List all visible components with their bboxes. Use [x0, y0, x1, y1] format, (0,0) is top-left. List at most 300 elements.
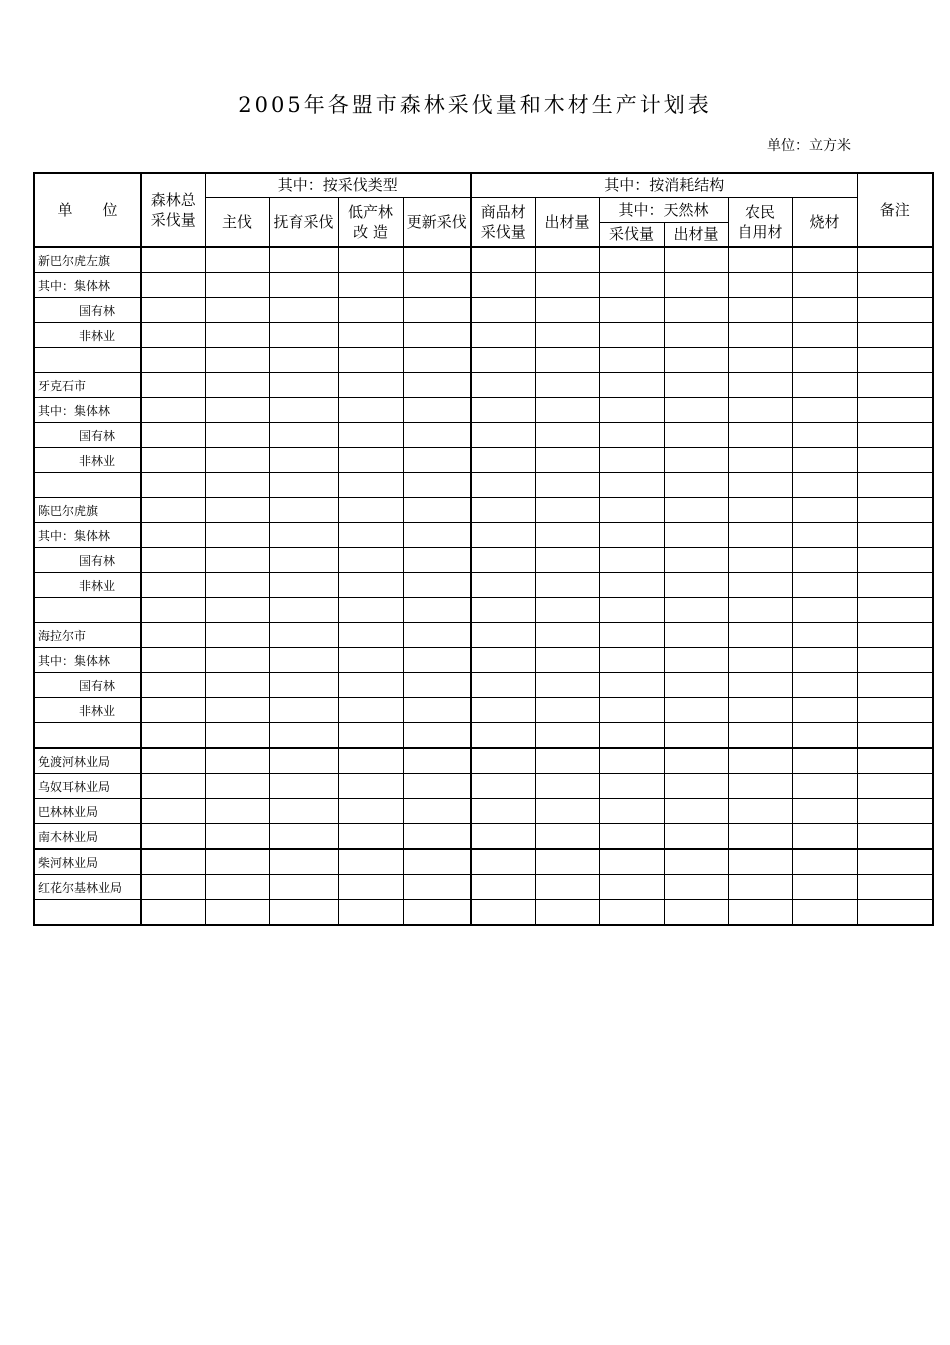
data-cell[interactable]: [664, 623, 728, 648]
data-cell[interactable]: [728, 799, 792, 824]
data-cell[interactable]: [535, 423, 599, 448]
data-cell[interactable]: [792, 723, 857, 749]
data-cell[interactable]: [141, 648, 205, 673]
data-cell[interactable]: [599, 473, 664, 498]
data-cell[interactable]: [535, 273, 599, 298]
data-cell[interactable]: [728, 648, 792, 673]
data-cell[interactable]: [857, 473, 933, 498]
data-cell[interactable]: [664, 849, 728, 875]
data-cell[interactable]: [471, 900, 535, 926]
data-cell[interactable]: [664, 423, 728, 448]
data-cell[interactable]: [664, 598, 728, 623]
data-cell[interactable]: [471, 673, 535, 698]
data-cell[interactable]: [792, 348, 857, 373]
data-cell[interactable]: [141, 398, 205, 423]
data-cell[interactable]: [535, 448, 599, 473]
data-cell[interactable]: [141, 323, 205, 348]
data-cell[interactable]: [338, 748, 403, 774]
data-cell[interactable]: [792, 673, 857, 698]
data-cell[interactable]: [535, 875, 599, 900]
data-cell[interactable]: [599, 523, 664, 548]
data-cell[interactable]: [792, 774, 857, 799]
data-cell[interactable]: [205, 573, 269, 598]
data-cell[interactable]: [664, 799, 728, 824]
data-cell[interactable]: [535, 598, 599, 623]
data-cell[interactable]: [471, 623, 535, 648]
data-cell[interactable]: [792, 849, 857, 875]
data-cell[interactable]: [403, 573, 471, 598]
data-cell[interactable]: [471, 774, 535, 799]
data-cell[interactable]: [471, 799, 535, 824]
data-cell[interactable]: [664, 748, 728, 774]
data-cell[interactable]: [664, 323, 728, 348]
data-cell[interactable]: [599, 573, 664, 598]
data-cell[interactable]: [664, 373, 728, 398]
data-cell[interactable]: [471, 824, 535, 850]
data-cell[interactable]: [728, 498, 792, 523]
data-cell[interactable]: [403, 498, 471, 523]
data-cell[interactable]: [857, 523, 933, 548]
data-cell[interactable]: [338, 900, 403, 926]
data-cell[interactable]: [599, 623, 664, 648]
data-cell[interactable]: [728, 323, 792, 348]
data-cell[interactable]: [728, 824, 792, 850]
data-cell[interactable]: [338, 398, 403, 423]
data-cell[interactable]: [403, 548, 471, 573]
data-cell[interactable]: [664, 673, 728, 698]
data-cell[interactable]: [857, 323, 933, 348]
data-cell[interactable]: [471, 598, 535, 623]
data-cell[interactable]: [728, 273, 792, 298]
data-cell[interactable]: [728, 548, 792, 573]
data-cell[interactable]: [471, 748, 535, 774]
data-cell[interactable]: [535, 673, 599, 698]
data-cell[interactable]: [269, 849, 338, 875]
data-cell[interactable]: [471, 849, 535, 875]
data-cell[interactable]: [269, 723, 338, 749]
data-cell[interactable]: [269, 448, 338, 473]
data-cell[interactable]: [269, 473, 338, 498]
data-cell[interactable]: [403, 473, 471, 498]
data-cell[interactable]: [728, 673, 792, 698]
data-cell[interactable]: [205, 398, 269, 423]
data-cell[interactable]: [857, 900, 933, 926]
data-cell[interactable]: [471, 723, 535, 749]
data-cell[interactable]: [728, 247, 792, 273]
data-cell[interactable]: [403, 373, 471, 398]
data-cell[interactable]: [141, 523, 205, 548]
data-cell[interactable]: [792, 373, 857, 398]
data-cell[interactable]: [141, 673, 205, 698]
data-cell[interactable]: [857, 648, 933, 673]
data-cell[interactable]: [664, 348, 728, 373]
data-cell[interactable]: [599, 548, 664, 573]
data-cell[interactable]: [728, 348, 792, 373]
data-cell[interactable]: [338, 648, 403, 673]
data-cell[interactable]: [664, 900, 728, 926]
data-cell[interactable]: [728, 723, 792, 749]
data-cell[interactable]: [535, 548, 599, 573]
data-cell[interactable]: [792, 448, 857, 473]
data-cell[interactable]: [857, 247, 933, 273]
data-cell[interactable]: [269, 875, 338, 900]
data-cell[interactable]: [535, 523, 599, 548]
data-cell[interactable]: [728, 598, 792, 623]
data-cell[interactable]: [403, 448, 471, 473]
data-cell[interactable]: [728, 875, 792, 900]
data-cell[interactable]: [857, 748, 933, 774]
data-cell[interactable]: [664, 273, 728, 298]
data-cell[interactable]: [269, 273, 338, 298]
data-cell[interactable]: [857, 723, 933, 749]
data-cell[interactable]: [141, 448, 205, 473]
data-cell[interactable]: [728, 900, 792, 926]
data-cell[interactable]: [535, 498, 599, 523]
data-cell[interactable]: [338, 423, 403, 448]
data-cell[interactable]: [792, 623, 857, 648]
data-cell[interactable]: [205, 247, 269, 273]
data-cell[interactable]: [471, 473, 535, 498]
data-cell[interactable]: [338, 473, 403, 498]
data-cell[interactable]: [599, 323, 664, 348]
data-cell[interactable]: [141, 824, 205, 850]
data-cell[interactable]: [141, 748, 205, 774]
data-cell[interactable]: [599, 247, 664, 273]
data-cell[interactable]: [205, 698, 269, 723]
data-cell[interactable]: [403, 423, 471, 448]
data-cell[interactable]: [205, 498, 269, 523]
data-cell[interactable]: [664, 548, 728, 573]
data-cell[interactable]: [599, 448, 664, 473]
data-cell[interactable]: [141, 573, 205, 598]
data-cell[interactable]: [664, 648, 728, 673]
data-cell[interactable]: [599, 398, 664, 423]
data-cell[interactable]: [599, 298, 664, 323]
data-cell[interactable]: [599, 774, 664, 799]
data-cell[interactable]: [471, 875, 535, 900]
data-cell[interactable]: [141, 799, 205, 824]
data-cell[interactable]: [599, 698, 664, 723]
data-cell[interactable]: [792, 548, 857, 573]
data-cell[interactable]: [269, 824, 338, 850]
data-cell[interactable]: [141, 900, 205, 926]
data-cell[interactable]: [338, 849, 403, 875]
data-cell[interactable]: [403, 648, 471, 673]
data-cell[interactable]: [857, 298, 933, 323]
data-cell[interactable]: [269, 548, 338, 573]
data-cell[interactable]: [141, 623, 205, 648]
data-cell[interactable]: [471, 648, 535, 673]
data-cell[interactable]: [599, 373, 664, 398]
data-cell[interactable]: [403, 247, 471, 273]
data-cell[interactable]: [205, 548, 269, 573]
data-cell[interactable]: [269, 348, 338, 373]
data-cell[interactable]: [338, 723, 403, 749]
data-cell[interactable]: [403, 875, 471, 900]
data-cell[interactable]: [205, 774, 269, 799]
data-cell[interactable]: [471, 373, 535, 398]
data-cell[interactable]: [338, 774, 403, 799]
data-cell[interactable]: [857, 423, 933, 448]
data-cell[interactable]: [599, 673, 664, 698]
data-cell[interactable]: [338, 698, 403, 723]
data-cell[interactable]: [728, 774, 792, 799]
data-cell[interactable]: [664, 398, 728, 423]
data-cell[interactable]: [338, 523, 403, 548]
data-cell[interactable]: [599, 273, 664, 298]
data-cell[interactable]: [471, 573, 535, 598]
data-cell[interactable]: [338, 824, 403, 850]
data-cell[interactable]: [664, 824, 728, 850]
data-cell[interactable]: [664, 774, 728, 799]
data-cell[interactable]: [269, 298, 338, 323]
data-cell[interactable]: [269, 698, 338, 723]
data-cell[interactable]: [141, 498, 205, 523]
data-cell[interactable]: [403, 774, 471, 799]
data-cell[interactable]: [535, 373, 599, 398]
data-cell[interactable]: [269, 247, 338, 273]
data-cell[interactable]: [728, 748, 792, 774]
data-cell[interactable]: [205, 273, 269, 298]
data-cell[interactable]: [792, 598, 857, 623]
data-cell[interactable]: [338, 498, 403, 523]
data-cell[interactable]: [857, 448, 933, 473]
data-cell[interactable]: [664, 723, 728, 749]
data-cell[interactable]: [728, 849, 792, 875]
data-cell[interactable]: [403, 298, 471, 323]
data-cell[interactable]: [535, 698, 599, 723]
data-cell[interactable]: [599, 648, 664, 673]
data-cell[interactable]: [599, 900, 664, 926]
data-cell[interactable]: [792, 323, 857, 348]
data-cell[interactable]: [599, 423, 664, 448]
data-cell[interactable]: [857, 774, 933, 799]
data-cell[interactable]: [141, 298, 205, 323]
data-cell[interactable]: [599, 824, 664, 850]
data-cell[interactable]: [857, 824, 933, 850]
data-cell[interactable]: [205, 523, 269, 548]
data-cell[interactable]: [535, 623, 599, 648]
data-cell[interactable]: [792, 498, 857, 523]
data-cell[interactable]: [403, 673, 471, 698]
data-cell[interactable]: [728, 298, 792, 323]
data-cell[interactable]: [141, 423, 205, 448]
data-cell[interactable]: [535, 247, 599, 273]
data-cell[interactable]: [338, 573, 403, 598]
data-cell[interactable]: [403, 598, 471, 623]
data-cell[interactable]: [792, 423, 857, 448]
data-cell[interactable]: [269, 623, 338, 648]
data-cell[interactable]: [535, 849, 599, 875]
data-cell[interactable]: [728, 698, 792, 723]
data-cell[interactable]: [403, 698, 471, 723]
data-cell[interactable]: [728, 448, 792, 473]
data-cell[interactable]: [792, 398, 857, 423]
data-cell[interactable]: [269, 799, 338, 824]
data-cell[interactable]: [535, 573, 599, 598]
data-cell[interactable]: [792, 523, 857, 548]
data-cell[interactable]: [141, 473, 205, 498]
data-cell[interactable]: [471, 523, 535, 548]
data-cell[interactable]: [269, 498, 338, 523]
data-cell[interactable]: [792, 573, 857, 598]
data-cell[interactable]: [471, 273, 535, 298]
data-cell[interactable]: [338, 598, 403, 623]
data-cell[interactable]: [471, 298, 535, 323]
data-cell[interactable]: [728, 398, 792, 423]
data-cell[interactable]: [535, 774, 599, 799]
data-cell[interactable]: [857, 673, 933, 698]
data-cell[interactable]: [403, 824, 471, 850]
data-cell[interactable]: [205, 423, 269, 448]
data-cell[interactable]: [857, 623, 933, 648]
data-cell[interactable]: [664, 473, 728, 498]
data-cell[interactable]: [599, 849, 664, 875]
data-cell[interactable]: [728, 523, 792, 548]
data-cell[interactable]: [403, 323, 471, 348]
data-cell[interactable]: [857, 398, 933, 423]
data-cell[interactable]: [141, 774, 205, 799]
data-cell[interactable]: [728, 423, 792, 448]
data-cell[interactable]: [599, 748, 664, 774]
data-cell[interactable]: [141, 598, 205, 623]
data-cell[interactable]: [141, 849, 205, 875]
data-cell[interactable]: [141, 723, 205, 749]
data-cell[interactable]: [792, 273, 857, 298]
data-cell[interactable]: [792, 648, 857, 673]
data-cell[interactable]: [599, 498, 664, 523]
data-cell[interactable]: [205, 849, 269, 875]
data-cell[interactable]: [857, 498, 933, 523]
data-cell[interactable]: [535, 473, 599, 498]
data-cell[interactable]: [535, 398, 599, 423]
data-cell[interactable]: [471, 398, 535, 423]
data-cell[interactable]: [792, 799, 857, 824]
data-cell[interactable]: [403, 748, 471, 774]
data-cell[interactable]: [728, 373, 792, 398]
data-cell[interactable]: [857, 548, 933, 573]
data-cell[interactable]: [205, 723, 269, 749]
data-cell[interactable]: [857, 799, 933, 824]
data-cell[interactable]: [792, 900, 857, 926]
data-cell[interactable]: [599, 348, 664, 373]
data-cell[interactable]: [269, 598, 338, 623]
data-cell[interactable]: [857, 849, 933, 875]
data-cell[interactable]: [269, 573, 338, 598]
data-cell[interactable]: [664, 448, 728, 473]
data-cell[interactable]: [338, 799, 403, 824]
data-cell[interactable]: [857, 698, 933, 723]
data-cell[interactable]: [141, 698, 205, 723]
data-cell[interactable]: [664, 698, 728, 723]
data-cell[interactable]: [664, 298, 728, 323]
data-cell[interactable]: [664, 875, 728, 900]
data-cell[interactable]: [205, 448, 269, 473]
data-cell[interactable]: [141, 247, 205, 273]
data-cell[interactable]: [535, 323, 599, 348]
data-cell[interactable]: [599, 799, 664, 824]
data-cell[interactable]: [857, 273, 933, 298]
data-cell[interactable]: [205, 348, 269, 373]
data-cell[interactable]: [857, 573, 933, 598]
data-cell[interactable]: [141, 273, 205, 298]
data-cell[interactable]: [205, 623, 269, 648]
data-cell[interactable]: [205, 875, 269, 900]
data-cell[interactable]: [857, 598, 933, 623]
data-cell[interactable]: [792, 298, 857, 323]
data-cell[interactable]: [338, 673, 403, 698]
data-cell[interactable]: [338, 298, 403, 323]
data-cell[interactable]: [471, 423, 535, 448]
data-cell[interactable]: [471, 323, 535, 348]
data-cell[interactable]: [535, 748, 599, 774]
data-cell[interactable]: [269, 373, 338, 398]
data-cell[interactable]: [141, 548, 205, 573]
data-cell[interactable]: [269, 523, 338, 548]
data-cell[interactable]: [471, 247, 535, 273]
data-cell[interactable]: [792, 698, 857, 723]
data-cell[interactable]: [792, 824, 857, 850]
data-cell[interactable]: [471, 448, 535, 473]
data-cell[interactable]: [338, 875, 403, 900]
data-cell[interactable]: [471, 348, 535, 373]
data-cell[interactable]: [857, 348, 933, 373]
data-cell[interactable]: [535, 723, 599, 749]
data-cell[interactable]: [535, 799, 599, 824]
data-cell[interactable]: [664, 523, 728, 548]
data-cell[interactable]: [338, 623, 403, 648]
data-cell[interactable]: [792, 748, 857, 774]
data-cell[interactable]: [338, 373, 403, 398]
data-cell[interactable]: [141, 373, 205, 398]
data-cell[interactable]: [205, 648, 269, 673]
data-cell[interactable]: [403, 723, 471, 749]
data-cell[interactable]: [403, 273, 471, 298]
data-cell[interactable]: [338, 348, 403, 373]
data-cell[interactable]: [338, 247, 403, 273]
data-cell[interactable]: [269, 748, 338, 774]
data-cell[interactable]: [269, 900, 338, 926]
data-cell[interactable]: [664, 573, 728, 598]
data-cell[interactable]: [338, 323, 403, 348]
data-cell[interactable]: [403, 348, 471, 373]
data-cell[interactable]: [857, 373, 933, 398]
data-cell[interactable]: [205, 373, 269, 398]
data-cell[interactable]: [338, 273, 403, 298]
data-cell[interactable]: [535, 648, 599, 673]
data-cell[interactable]: [338, 448, 403, 473]
data-cell[interactable]: [403, 799, 471, 824]
data-cell[interactable]: [792, 247, 857, 273]
data-cell[interactable]: [535, 900, 599, 926]
data-cell[interactable]: [205, 473, 269, 498]
data-cell[interactable]: [471, 548, 535, 573]
data-cell[interactable]: [205, 748, 269, 774]
data-cell[interactable]: [205, 598, 269, 623]
data-cell[interactable]: [792, 875, 857, 900]
data-cell[interactable]: [535, 824, 599, 850]
data-cell[interactable]: [269, 323, 338, 348]
data-cell[interactable]: [205, 673, 269, 698]
data-cell[interactable]: [338, 548, 403, 573]
data-cell[interactable]: [599, 598, 664, 623]
data-cell[interactable]: [471, 498, 535, 523]
data-cell[interactable]: [403, 398, 471, 423]
data-cell[interactable]: [205, 323, 269, 348]
data-cell[interactable]: [269, 774, 338, 799]
data-cell[interactable]: [269, 423, 338, 448]
data-cell[interactable]: [141, 348, 205, 373]
